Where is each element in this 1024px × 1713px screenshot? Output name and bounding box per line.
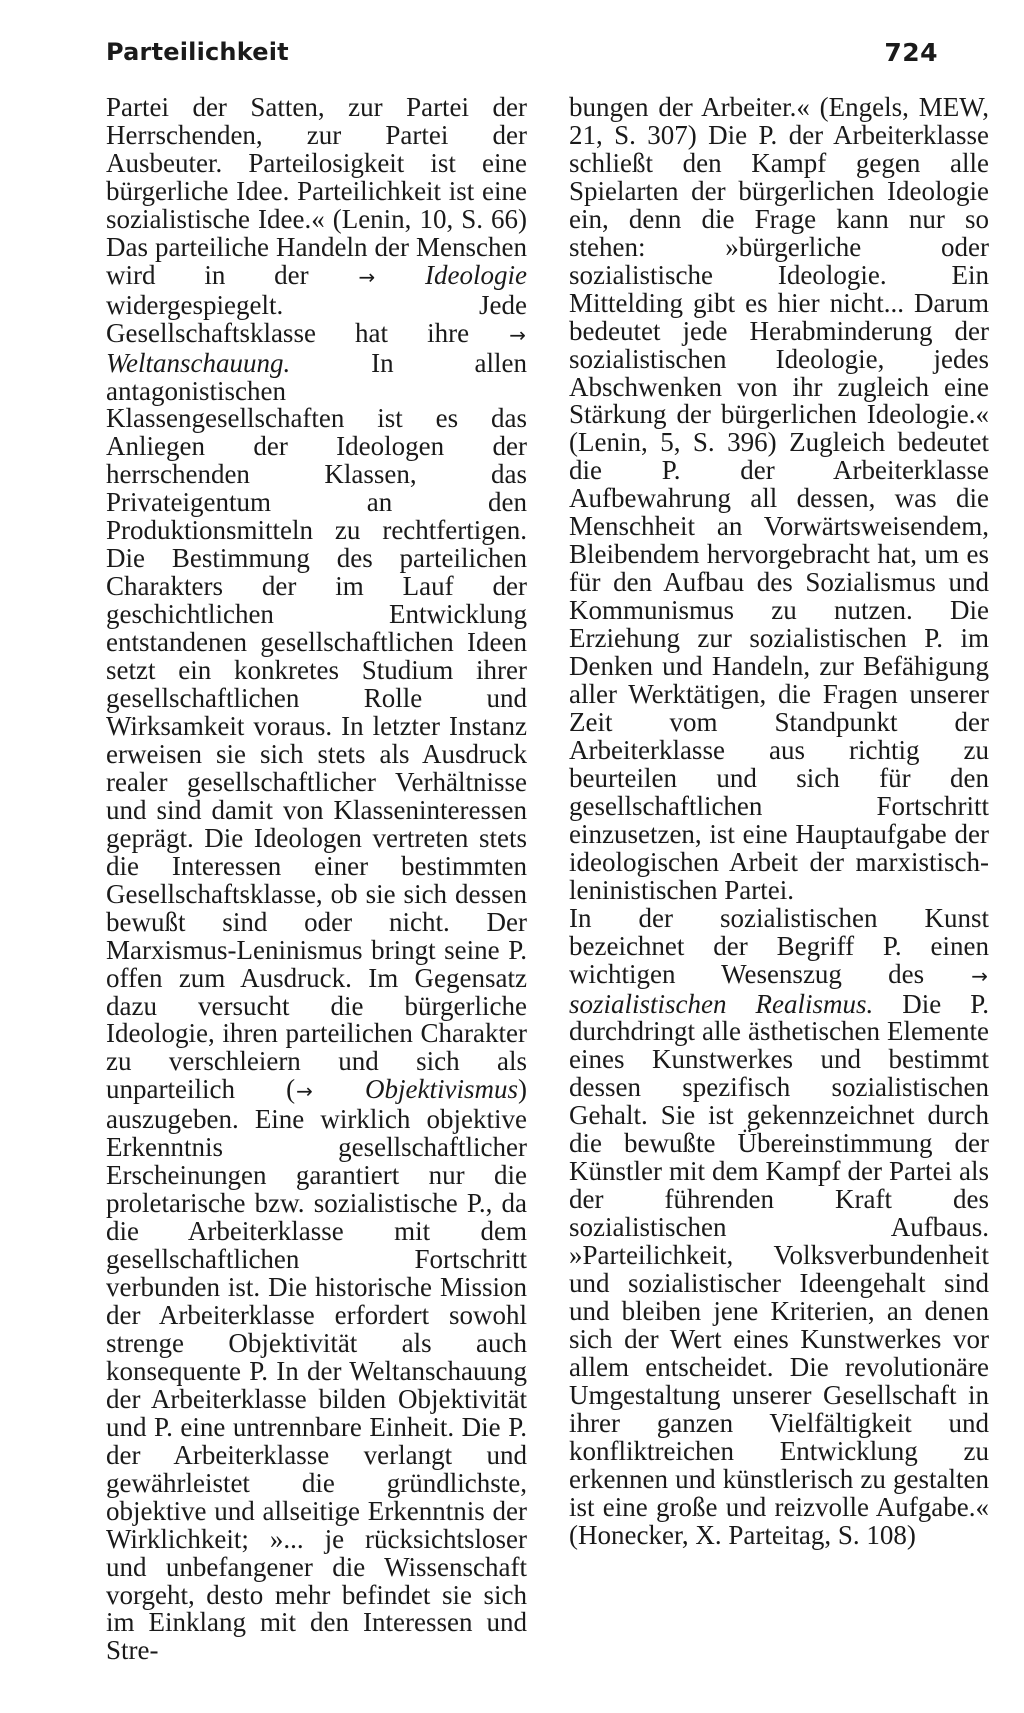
- page-number: 724: [884, 38, 938, 67]
- cross-reference-arrow-icon: →: [358, 264, 376, 289]
- text-column-right: [569, 94, 989, 1550]
- entry-title: Parteilichkeit: [106, 38, 289, 66]
- text-run: In allen antagonistischen Klassengesellschaften ist es das Anliegen der Ideologen der herrschenden Klassen, das Privateigentum an den Produktionsmitteln zu rechtfertigen. Die Bestimmung des parteilichen Charakters der im Lauf der geschichtlichen Entwicklung entstandenen gesellschaftlichen Ideen setzt ein konkretes Studium ihrer gesellschaftlichen Rolle und Wirksamkeit voraus. In letzter Instanz erweisen sie sich stets als Ausdruck realer gesellschaftlicher Verhältnisse und sind damit von Klasseninteressen geprägt. Die Ideologen vertreten stets die Interessen einer bestimmten Gesellschaftsklasse, ob sie sich dessen bewußt sind oder nicht. Der Marxismus-Leninismus bringt seine P. offen zum Ausdruck. Im Gegensatz dazu versucht die bürgerliche Ideologie, ihren parteilichen Charakter zu verschleiern und sich als unparteilich (: [106, 347, 527, 1105]
- page-header: [106, 38, 938, 78]
- text-run: ) auszugeben. Eine wirklich objektive Erkenntnis gesellschaftlicher Erscheinungen garantiert nur die proletarische bzw. sozialistische P., da die Arbeiterklasse mit dem gesellschaftlichen Fortschritt verbunden ist. Die historische Mission der Arbeiterklasse erfordert sowohl strenge Objektivität als auch konsequente P. In der Weltanschauung der Arbeiterklasse bilden Objektivität und P. eine untrennbare Einheit. Die P. der Arbeiterklasse verlangt und gewährleistet die gründlichste, objektive und allseitige Erkenntnis der Wirklichkeit; »... je rücksichtsloser und unbefangener die Wissenschaft vorgeht, desto mehr befindet sie sich im Einklang mit den Interessen und Stre-: [106, 1074, 527, 1666]
- cross-reference-sozialistischer-realismus[interactable]: sozialistischen Realismus.: [569, 988, 874, 1019]
- cross-reference-ideologie[interactable]: Ideologie: [425, 259, 528, 290]
- paragraph: bungen der Arbeiter.« (Engels, MEW, 21, S. 307) Die P. der Arbeiterklasse schließt den Kampf gegen alle Spielarten der bürgerlichen Ideologie ein, denn die Frage kann nur so stehen: »bürgerliche oder sozialistische Ideologie. Ein Mittelding gibt es hier nicht... Darum bedeutet jede Herabminderung der sozialistischen Ideologie, jedes Abschwenken von ihr zugleich eine Stärkung der bürgerlichen Ideologie.« (Lenin, 5, S. 396) Zugleich bedeutet die P. der Arbeiterklasse Aufbewahrung all dessen, was die Menschheit an Vorwärtsweisendem, Bleibendem hervorgebracht hat, um es für den Aufbau des Sozialismus und Kommunismus zu nutzen. Die Erziehung zur sozialistischen P. im Denken und Handeln, zur Befähigung aller Werktätigen, die Fragen unserer Zeit vom Standpunkt der Arbeiterklasse aus richtig zu beurteilen und sich für den gesellschaftlichen Fortschritt einzusetzen, ist eine Hauptaufgabe der ideologischen Arbeit der marxistisch-leninistischen Partei.: [569, 92, 989, 905]
- cross-reference-arrow-icon: →: [296, 1079, 313, 1104]
- cross-reference-arrow-icon: →: [971, 963, 988, 988]
- text-run: Partei der Satten, zur Partei der Herrschenden, zur Partei der Ausbeuter. Parteilosigkeit ist eine bürgerliche Idee. Parteilichkeit ist eine sozialistische Idee.« (Lenin, 10, S. 66) Das parteiliche Handeln der Menschen wird in der: [106, 92, 527, 290]
- paragraph: [106, 94, 527, 1665]
- text-run: In der sozialistischen Kunst bezeichnet der Begriff P. einen wichtigen Wesenszug des: [569, 902, 989, 989]
- cross-reference-objektivismus[interactable]: Objektivismus: [365, 1074, 518, 1105]
- paragraph: [569, 902, 990, 1550]
- text-run: Die P. durchdringt alle ästhetischen Elemente eines Kunstwerkes und bestimmt dessen spezifisch sozialistischen Gehalt. Sie ist gekennzeichnet durch die bewußte Übereinstimmung der Künstler mit dem Kampf der Partei als der führenden Kraft des sozialistischen Aufbaus. »Parteilichkeit, Volksverbundenheit und sozialistischer Ideengehalt sind und bleiben jene Kriterien, an denen sich der Wert eines Kunstwerkes vor allem entscheidet. Die revolutionäre Umgestaltung unserer Gesellschaft in ihrer ganzen Vielfältigkeit und konfliktreichen Entwicklung zu erkennen und künstlerisch zu gestalten ist eine große und reizvolle Aufgabe.« (Honecker, X. Parteitag, S. 108): [569, 988, 990, 1550]
- cross-reference-arrow-icon: →: [509, 322, 526, 347]
- text-run: widergespiegelt. Jede Gesellschaftsklasse hat ihre: [106, 289, 527, 348]
- cross-reference-weltanschauung[interactable]: Weltanschauung.: [106, 347, 291, 378]
- text-column-left: [106, 94, 527, 1665]
